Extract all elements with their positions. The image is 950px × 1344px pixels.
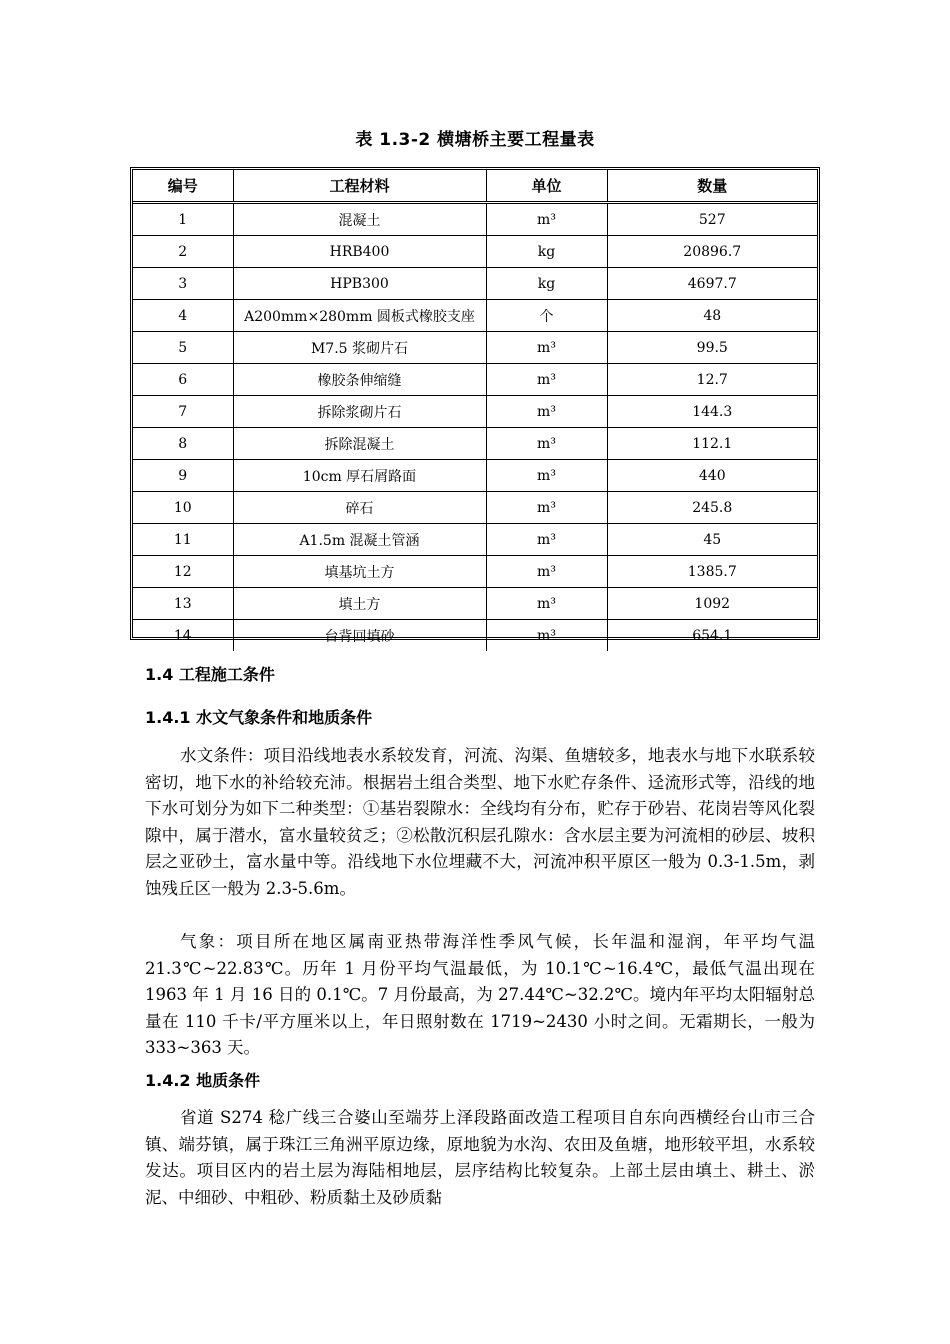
header-unit: 单位 — [486, 170, 607, 203]
cell-quantity: 527 — [607, 203, 817, 236]
cell-quantity: 654.1 — [607, 620, 817, 652]
cell-material: 填基坑土方 — [233, 556, 486, 588]
cell-quantity: 440 — [607, 460, 817, 492]
cell-number: 10 — [133, 492, 233, 524]
table-row — [133, 364, 817, 396]
cell-quantity: 1092 — [607, 588, 817, 620]
cell-unit: m³ — [486, 396, 607, 428]
cell-number: 4 — [133, 300, 233, 332]
cell-quantity: 99.5 — [607, 332, 817, 364]
cell-number: 5 — [133, 332, 233, 364]
table-row — [133, 588, 817, 620]
paragraph-hydrology: 水文条件：项目沿线地表水系较发育，河流、沟渠、鱼塘较多，地表水与地下水联系较密切，地下水的补给较充沛。根据岩土组合类型、地下水贮存条件、迳流形式等，沿线的地下水可划分为如下二种类型：①基岩裂隙水：全线均有分布，贮存于砂岩、花岗岩等风化裂隙中，属于潜水，富水量较贫乏；②松散沉积层孔隙水：含水层主要为河流相的砂层、坡积层之亚砂土，富水量中等。沿线地下水位埋藏不大，河流冲积平原区一般为 0.3-1.5m，剥蚀残丘区一般为 2.3-5.6m。 — [145, 746, 815, 898]
cell-number: 9 — [133, 460, 233, 492]
cell-unit: kg — [486, 268, 607, 300]
cell-number: 7 — [133, 396, 233, 428]
cell-unit: 个 — [486, 300, 607, 332]
header-quantity: 数量 — [607, 170, 817, 203]
cell-quantity: 45 — [607, 524, 817, 556]
table-header-row — [133, 170, 817, 203]
cell-material: A200mm×280mm 圆板式橡胶支座 — [233, 300, 486, 332]
cell-quantity: 112.1 — [607, 428, 817, 460]
quantity-table — [133, 170, 817, 651]
cell-material: M7.5 浆砌片石 — [233, 332, 486, 364]
cell-quantity: 245.8 — [607, 492, 817, 524]
cell-quantity: 20896.7 — [607, 236, 817, 268]
table-row — [133, 203, 817, 236]
cell-unit: m³ — [486, 556, 607, 588]
cell-number: 1 — [133, 203, 233, 236]
cell-unit: m³ — [486, 620, 607, 652]
table-row — [133, 460, 817, 492]
cell-number: 3 — [133, 268, 233, 300]
cell-unit: m³ — [486, 588, 607, 620]
table-row — [133, 300, 817, 332]
cell-quantity: 4697.7 — [607, 268, 817, 300]
cell-material: 10cm 厚石屑路面 — [233, 460, 486, 492]
paragraph-geology: 省道 S274 稔广线三合婆山至端芬上泽段路面改造工程项目自东向西横经台山市三合镇、端芬镇，属于珠江三角洲平原边缘，原地貌为水沟、农田及鱼塘，地形较平坦，水系较发达。项目区内的岩土层为海陆相地层，层序结构比较复杂。上部土层由填土、耕土、淤泥、中细砂、中粗砂、粉质黏土及砂质黏 — [145, 1108, 815, 1207]
cell-material: 碎石 — [233, 492, 486, 524]
cell-quantity: 1385.7 — [607, 556, 817, 588]
table-row — [133, 620, 817, 652]
table-row — [133, 492, 817, 524]
cell-unit: m³ — [486, 460, 607, 492]
table-row — [133, 268, 817, 300]
cell-material: HRB400 — [233, 236, 486, 268]
cell-unit: m³ — [486, 203, 607, 236]
cell-number: 14 — [133, 620, 233, 652]
cell-unit: m³ — [486, 428, 607, 460]
cell-unit: m³ — [486, 364, 607, 396]
cell-quantity: 12.7 — [607, 364, 817, 396]
cell-number: 13 — [133, 588, 233, 620]
cell-quantity: 48 — [607, 300, 817, 332]
quantity-table-frame — [130, 167, 820, 645]
cell-material: 拆除混凝土 — [233, 428, 486, 460]
subsection-heading-hydrology: 1.4.1 水文气象条件和地质条件 — [145, 708, 373, 727]
header-material: 工程材料 — [233, 170, 486, 203]
table-row — [133, 396, 817, 428]
cell-unit: m³ — [486, 524, 607, 556]
cell-material: 台背回填砂 — [233, 620, 486, 652]
table-title: 表 1.3-2 横塘桥主要工程量表 — [355, 130, 595, 150]
cell-material: HPB300 — [233, 268, 486, 300]
table-row — [133, 428, 817, 460]
cell-quantity: 144.3 — [607, 396, 817, 428]
cell-unit: kg — [486, 236, 607, 268]
cell-unit: m³ — [486, 492, 607, 524]
cell-number: 12 — [133, 556, 233, 588]
table-row — [133, 556, 817, 588]
cell-number: 6 — [133, 364, 233, 396]
subsection-heading-geology: 1.4.2 地质条件 — [145, 1071, 261, 1090]
table-row — [133, 332, 817, 364]
cell-number: 8 — [133, 428, 233, 460]
paragraph-climate: 气象：项目所在地区属南亚热带海洋性季风气候，长年温和湿润，年平均气温 21.3℃~22.83℃。历年 1 月份平均气温最低，为 10.1℃~16.4℃，最低气温出现在 1963 年 1 月 16 日的 0.1℃。7 月份最高，为 27.44℃~32.2℃。境内年平均太阳辐射总量在 110 千卡/平方厘米以上，年日照射数在 1719~2430 小时之间。无霜期长，一般为 333~363 天。 — [145, 932, 815, 1057]
cell-material: 橡胶条伸缩缝 — [233, 364, 486, 396]
cell-number: 11 — [133, 524, 233, 556]
cell-material: 拆除浆砌片石 — [233, 396, 486, 428]
cell-number: 2 — [133, 236, 233, 268]
table-row — [133, 524, 817, 556]
cell-material: 混凝土 — [233, 203, 486, 236]
cell-unit: m³ — [486, 332, 607, 364]
section-heading: 1.4 工程施工条件 — [145, 665, 275, 684]
table-row — [133, 236, 817, 268]
cell-material: 填土方 — [233, 588, 486, 620]
header-number: 编号 — [133, 170, 233, 203]
cell-material: A1.5m 混凝土管涵 — [233, 524, 486, 556]
